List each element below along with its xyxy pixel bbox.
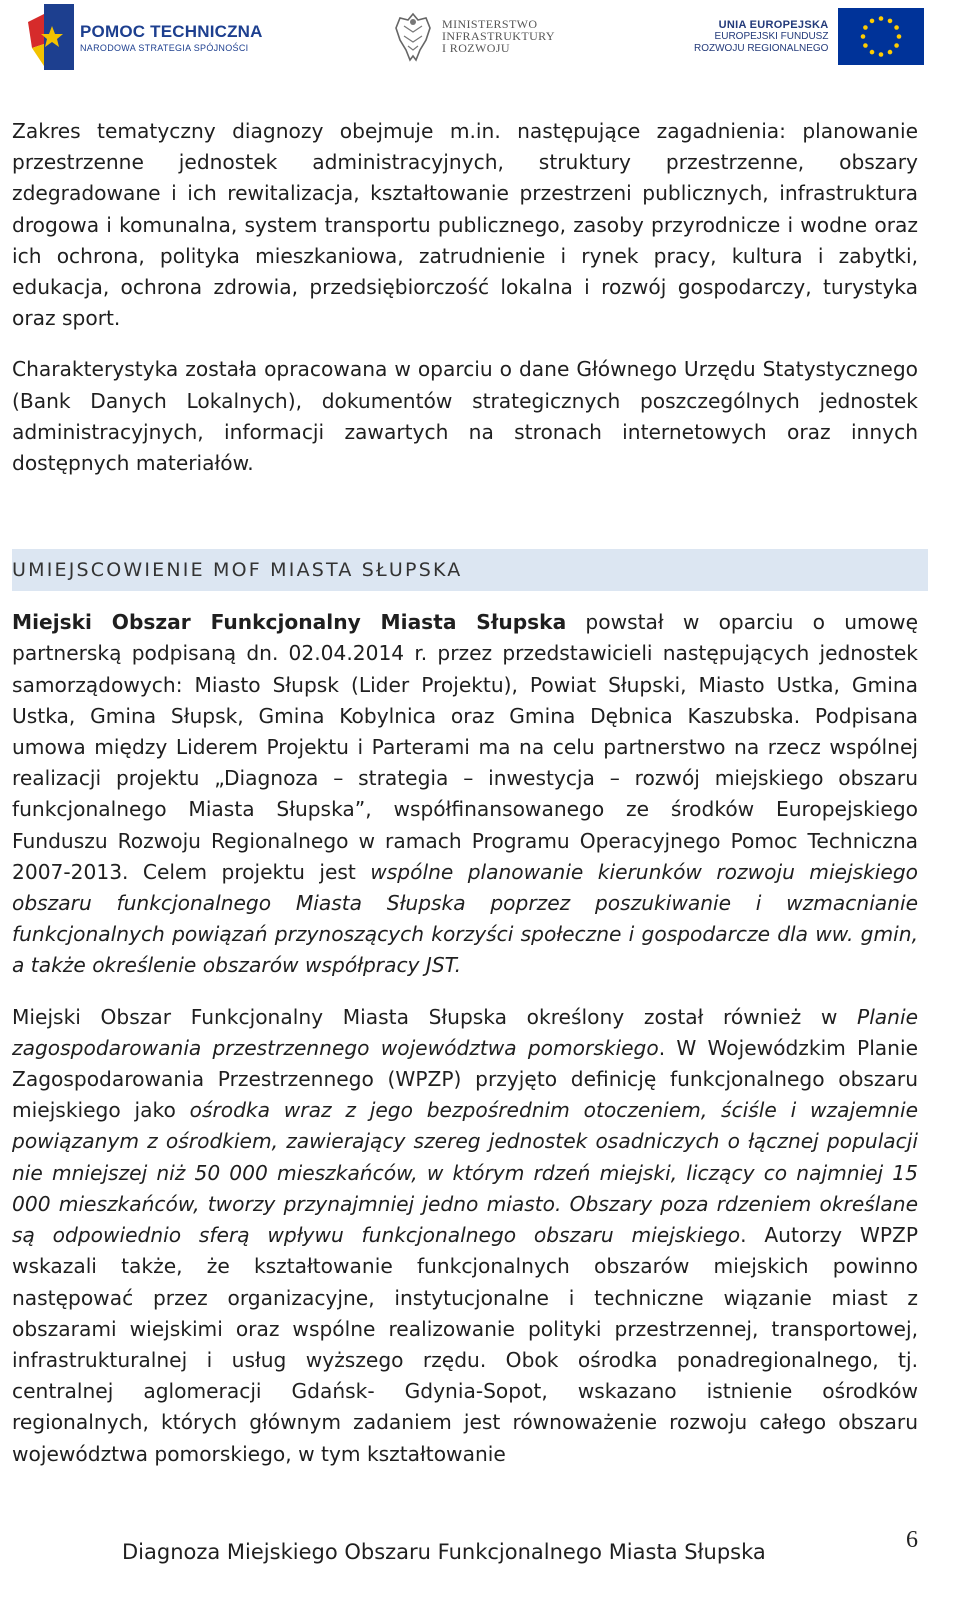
- eu-star-icon: [861, 34, 866, 39]
- paragraph-mof-origin: [12, 607, 918, 981]
- eagle-emblem-icon: [392, 10, 434, 62]
- eu-star-icon: [888, 50, 893, 55]
- paragraph-characteristics: Charakterystyka została opracowana w oparciu o dane Głównego Urzędu Statystycznego (Bank Danych Lokalnych), dokumentów strategicznych poszczególnych jednostek administracyjnych, informacji zawartych na stronach internetowych oraz innych dostępnych materiałów.: [12, 357, 918, 476]
- footer-title: Diagnoza Miejskiego Obszaru Funkcjonalnego Miasta Słupska: [122, 1540, 766, 1564]
- pomoc-techniczna-emblem-icon: [28, 4, 74, 70]
- paragraph-scope: Zakres tematyczny diagnozy obejmuje m.in. następujące zagadnienia: planowanie przestrzenne jednostek administracyjnych, struktury przestrzenne, obszary zdegradowane i ich rewitalizacja, kształtowanie przestrzeni publicznych, infrastruktura drogowa i komunalna, system transportu publicznego, zasoby przyrodnicze i wodne oraz ich ochrona, polityka mieszkaniowa, zatrudnienie i rynek pracy, kultura i zabytki, edukacja, ochrona zdrowia, przedsiębiorczość lokalna i rozwój gospodarczy, turystyka oraz sport.: [12, 119, 918, 331]
- eu-star-icon: [879, 52, 884, 57]
- mof-name-bold: Miejski Obszar Funkcjonalny Miasta Słupska: [12, 610, 567, 635]
- wpzp-text-c: . W Wojewódzkim Planie Zagospodarowania Przestrzennego (WPZP) przyjęto definicję funkcjonalnego obszaru miejskiego jako: [12, 1035, 918, 1123]
- eu-star-icon: [897, 34, 902, 39]
- wpzp-text-a: Miejski Obszar Funkcjonalny Miasta Słupska określony został również w: [12, 1004, 858, 1029]
- paragraph-mof-text: powstał w oparciu o umowę partnerską podpisaną dn. 02.04.2014 r. przez przedstawicieli następujących jednostek samorządowych: Miasto Słupsk (Lider Projektu), Powiat Słupski, Miasto Ustka, Gmina Ustka, Gmina Słupsk, Gmina Kobylnica oraz Gmina Dębnica Kaszubska. Podpisana umowa między Liderem Projektu i Parterami ma na celu partnerstwo na rzecz wspólnej realizacji projektu „Diagnoza – strategia – inwestycja – rozwój miejskiego obszaru funkcjonalnego Miasta Słupska”, współfinansowanego ze środków Europejskiego Funduszu Rozwoju Regionalnego w ramach Programu Operacyjnego Pomoc Techniczna 2007-2013. Celem projektu jest: [12, 610, 918, 884]
- ministry-line-3: I ROZWOJU: [442, 41, 510, 55]
- eu-star-icon: [879, 16, 884, 21]
- pt-subtitle: NARODOWA STRATEGIA SPÓJNOŚCI: [80, 42, 249, 53]
- wpzp-definition: ośrodka wraz z jego bezpośrednim otoczeniem, ściśle i wzajemnie powiązanym z ośrodkiem, zawierający szereg jednostek osadniczych o łącznej populacji nie mniejszej niż 50 000 mieszkańców, w którym rdzeń miejski, liczący co najmniej 15 000 mieszkańców, tworzy przynajmniej jedno miasto. Obszary poza rdzeniem określane są odpowiednio sferą wpływu funkcjonalnego obszaru miejskiego: [12, 1098, 918, 1248]
- eu-line-3: ROZWOJU REGIONALNEGO: [694, 42, 829, 54]
- pomoc-techniczna-logo: [28, 4, 263, 70]
- eu-flag-icon: [838, 8, 924, 65]
- eu-line-2: EUROPEJSKI FUNDUSZ: [714, 30, 829, 42]
- eu-title: UNIA EUROPEJSKA: [718, 18, 829, 31]
- eu-star-icon: [895, 43, 900, 48]
- pt-title: POMOC TECHNICZNA: [80, 21, 263, 41]
- main-content: [12, 116, 918, 1490]
- wpzp-text-b: Planie zagospodarowania przestrzennego województwa pomorskiego: [12, 1004, 918, 1060]
- page-number: 6: [906, 1527, 918, 1553]
- ministry-line-2: INFRASTRUKTURY: [442, 29, 555, 43]
- page-header: [0, 0, 960, 80]
- eu-star-icon: [888, 19, 893, 24]
- eu-star-icon: [864, 25, 869, 30]
- eu-star-icon: [870, 19, 875, 24]
- eu-logo: [694, 8, 924, 65]
- paragraph-mof-goal: wspólne planowanie kierunków rozwoju miejskiego obszaru funkcjonalnego Miasta Słupska poprzez poszukiwanie i wzmacnianie funkcjonalnych powiązań przynoszących korzyści społeczne i gospodarcze dla ww. gmin, a także określenie obszarów współpracy JST.: [12, 859, 918, 978]
- section-heading-text: UMIEJSCOWIENIE MOF MIASTA SŁUPSKA: [12, 559, 463, 582]
- eu-star-icon: [870, 50, 875, 55]
- eu-star-icon: [895, 25, 900, 30]
- paragraph-wpzp: [12, 1002, 918, 1470]
- wpzp-text-e: . Autorzy WPZP wskazali także, że kształtowanie funkcjonalnych obszarów miejskich powinno następować przez organizacyjne, instytucjonalne i techniczne wiązanie miast z obszarami wiejskimi oraz wspólne realizowanie polityki przestrzennej, transportowej, infrastrukturalnej i usług wyższego rzędu. Obok ośrodka ponadregionalnego, tj. centralnej aglomeracji Gdańsk- Gdynia-Sopot, wskazano istnienie ośrodków regionalnych, których głównym zadaniem jest równoważenie rozwoju całego obszaru województwa pomorskiego, w tym kształtowanie: [12, 1223, 919, 1466]
- ministry-logo: [392, 10, 555, 62]
- section-heading: [12, 549, 928, 591]
- ministry-line-1: MINISTERSTWO: [442, 17, 538, 31]
- eu-star-icon: [864, 43, 869, 48]
